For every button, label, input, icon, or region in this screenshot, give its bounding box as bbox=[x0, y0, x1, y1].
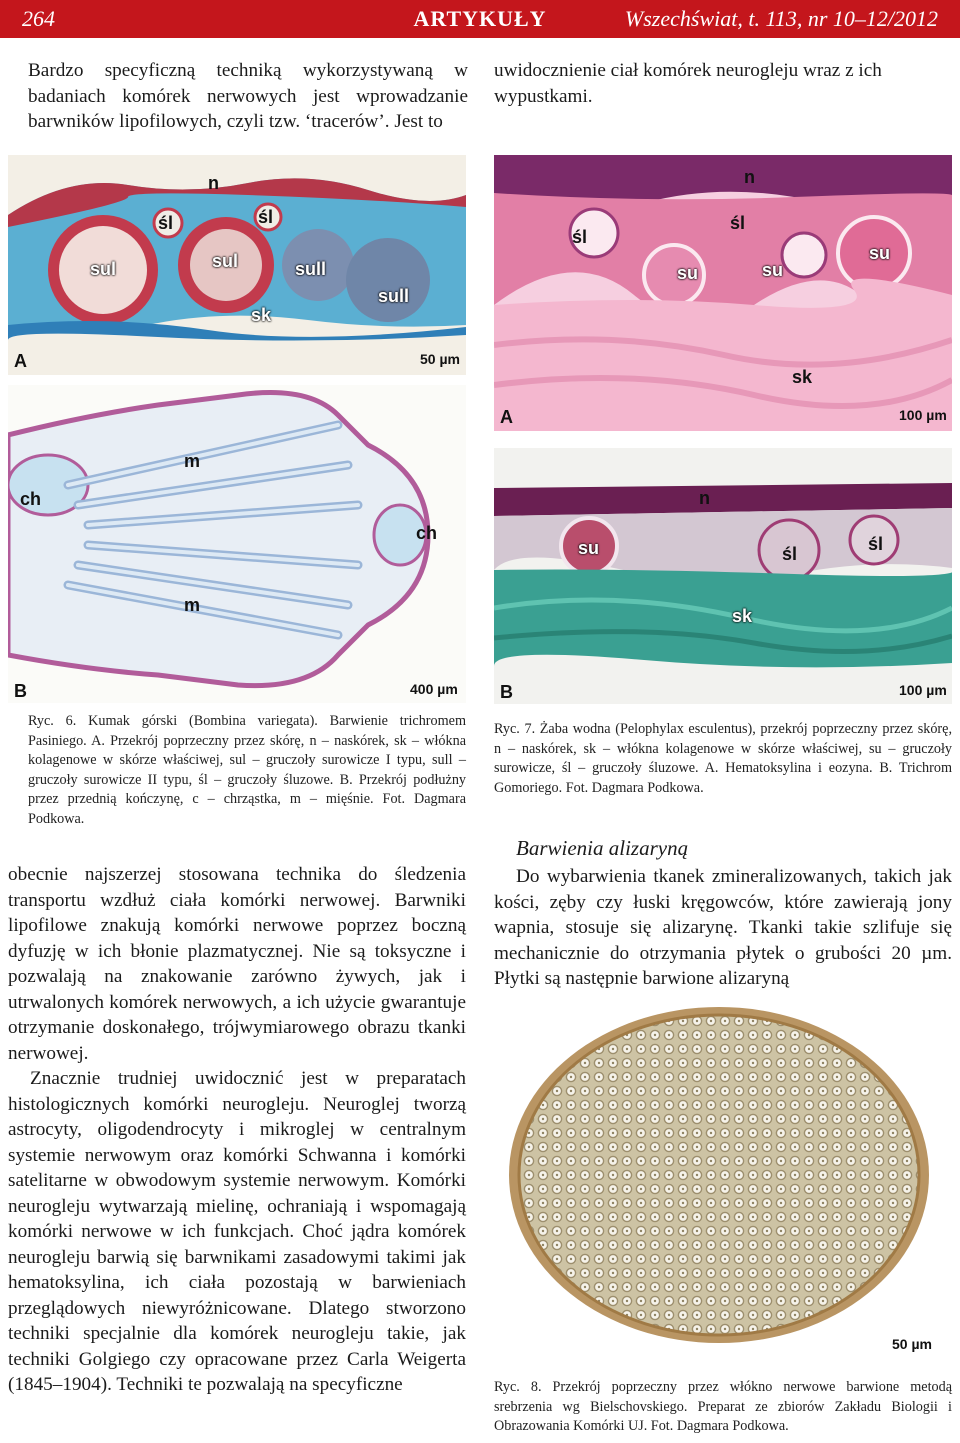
scale-label: 100 µm bbox=[899, 682, 947, 698]
label-sk: sk bbox=[251, 305, 272, 325]
caption-ab: A. Hematoksylina i eozyna. B. Trichrom Gomoriego. Fot. Dagmara Podkowa. bbox=[494, 760, 952, 796]
figure-7b bbox=[494, 448, 952, 704]
label-sl: śl bbox=[572, 227, 588, 247]
label-n: n bbox=[744, 167, 755, 187]
label-su: su bbox=[677, 263, 699, 283]
paragraph: obecnie najszerzej stosowana technika do śledzenia transportu wzdłuż ciała komórki nerwowej. Barwniki lipofilowe znakują komórki nerwowe poprzez boczną dyfuzję w ich błonie plazmatycznej. Nie są toksyczne i pozwalają na znakowanie zarówno żywych, jak i utrwalonych komórek nerwowych, a ich użycie gwarantuje otrzymanie doskonałego, trójwymiarowego obrazu tkanki nerwowej. bbox=[8, 864, 466, 1064]
label-n: n bbox=[699, 488, 710, 508]
panel-label: A bbox=[14, 351, 27, 371]
figure-6a bbox=[8, 155, 466, 375]
journal-title: Wszechświat, t. 113, nr 10–12/2012 bbox=[624, 6, 938, 31]
caption-text: Ryc. 7. Żaba wodna (Pelophylax esculentus), przekrój poprzeczny przez skórę, n – naskórek, sk – włókna kolagenowe w skórze właściwej, su – gruczoły surowicze, śl – gruczoły śluzowe. bbox=[494, 721, 952, 776]
micrograph-7a bbox=[494, 155, 952, 431]
label-sull: sull bbox=[378, 286, 410, 306]
caption-title: Ryc. 6. Kumak górski (Bombina variegata). Barwienie trichromem Pasiniego. bbox=[28, 713, 466, 749]
figure-6b bbox=[8, 385, 466, 703]
label-ch: ch bbox=[20, 489, 42, 509]
figure-7a bbox=[494, 155, 952, 431]
panel-label: B bbox=[500, 682, 513, 702]
label-m: m bbox=[184, 451, 201, 471]
label-sl: śl bbox=[730, 213, 746, 233]
intro-text-right: uwidocznienie ciał komórek neurogleju wraz z ich wypustkami. bbox=[494, 60, 882, 107]
figure-7-caption bbox=[494, 720, 952, 798]
caption-b: B. Przekrój podłużny przez przednią kończynę, c – chrząstka, m – mięśnie. Fot. Dagmara Podkowa. bbox=[28, 771, 467, 827]
section-subheading: Barwienia alizaryną bbox=[516, 836, 689, 860]
label-sl: śl bbox=[158, 213, 174, 233]
label-ch: ch bbox=[416, 523, 438, 543]
label-su: su bbox=[869, 243, 891, 263]
figure-8-caption: Ryc. 8. Przekrój poprzeczny przez włókno nerwowe barwione metodą srebrzenia wg Bielschovskiego. Preparat ze zbiorów Zakładu Biologii i Obrazowania Komórki UJ. Fot. Dagmara Podkowa. bbox=[494, 1379, 952, 1434]
label-m: m bbox=[184, 595, 201, 615]
micrograph-8 bbox=[494, 1000, 952, 1360]
label-sul: sul bbox=[90, 259, 117, 279]
caption-a: A. Przekrój poprzeczny przez skórę, n – naskórek, sk – włókna kolagenowe w skórze właściwej, sul – gruczoły surowicze I typu, sull – gruczoły surowicze II typu, śl – gruczoły śluzowe. bbox=[28, 732, 466, 788]
label-sl: śl bbox=[782, 544, 798, 564]
micrograph-6b bbox=[8, 385, 466, 703]
scale-label: 50 µm bbox=[420, 351, 460, 367]
label-sl: śl bbox=[258, 207, 274, 227]
scale-label: 400 µm bbox=[410, 681, 458, 697]
scale-label: 50 µm bbox=[892, 1336, 932, 1352]
label-sl: śl bbox=[868, 534, 884, 554]
paragraph: Znacznie trudniej uwidocznić jest w preparatach histologicznych komórki neurogleju. Neuroglej tworzą astrocyty, oligodendrocyty i mikroglej w centralnym systemie nerwowym oraz komórki Schwanna i komórki satelitarne w obwodowym systemie nerwowym. Komórki neurogleju wytwarzają mielinę, ochraniają i wspomagają komórki nerwowe w ich funkcjach. Choć jądra komórek neurogleju barwią się barwnikami zasadowymi takimi jak hematoksylina, ich ciała pozostają w barwieniach przeglądowych niewyróżnicowane. Dlatego stworzono techniki specjalnie dla komórek neurogleju takie, jak techniki Golgiego czy opracowane przez Carla Weigerta (1845–1904). Techniki te pozwalają na specyficzne bbox=[8, 1068, 466, 1395]
label-sull: sull bbox=[295, 259, 327, 279]
label-sul: sul bbox=[212, 251, 239, 271]
label-su: su bbox=[578, 538, 600, 558]
figure-8 bbox=[494, 1000, 952, 1360]
micrograph-7b bbox=[494, 448, 952, 704]
label-sk: sk bbox=[792, 367, 813, 387]
page-header bbox=[0, 0, 960, 38]
scale-label: 100 µm bbox=[899, 407, 947, 423]
section-title: ARTYKUŁY bbox=[413, 6, 547, 31]
body-text-right: Do wybarwienia tkanek zmineralizowanych, takich jak kości, zęby czy łuski kręgowców, które zawierają jony wapnia, stosuje się alizarynę. Tkanki takie szlifuje się mechanicznie do otrzymania płytek o grubości 20 µm. Płytki są następnie barwione alizaryną bbox=[494, 866, 952, 989]
panel-label: A bbox=[500, 407, 513, 427]
label-su: su bbox=[762, 260, 784, 280]
label-sk: sk bbox=[732, 606, 753, 626]
page-number: 264 bbox=[22, 6, 55, 31]
body-text-left bbox=[8, 862, 466, 1398]
label-n: n bbox=[208, 173, 219, 193]
figure-6-caption bbox=[28, 712, 466, 829]
intro-text-left: Bardzo specyficzną techniką wykorzystywaną w badaniach komórek nerwowych jest wprowadzanie barwników lipofilowych, czyli tzw. ‘tracerów’. Jest to bbox=[28, 60, 468, 132]
panel-label: B bbox=[14, 681, 27, 701]
